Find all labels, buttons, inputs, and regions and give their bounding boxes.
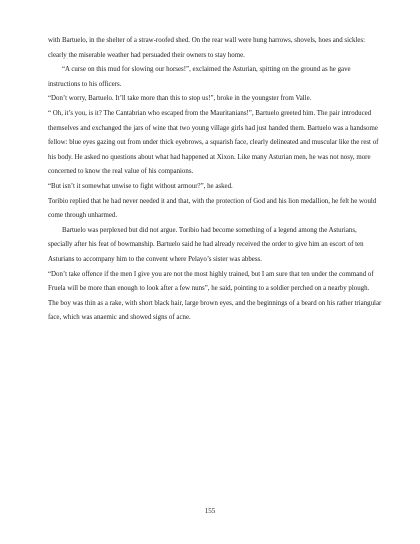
paragraph-7: Bartuelo was perplexed but did not argue. Toribio had become something of a legend among the Asturians, specially after his feat of bowmanship. Bartuelo said he had already received the order to give him an escort of ten Asturians to accompany him to the convent where Pelayo’s sister was abbess. (48, 226, 364, 263)
paragraph-1: with Bartuelo, in the shelter of a straw-roofed shed. On the rear wall were hung harrows, shovels, hoes and sickles: clearly the miserable weather had persuaded their owners to stay home. (48, 37, 366, 59)
paragraph-5: “But isn’t it somewhat unwise to fight without armour?”, he asked. (48, 182, 233, 190)
page-number: 155 (204, 507, 216, 515)
paragraph-6: Toribio replied that he had never needed it and that, with the protection of God and his lion medallion, he felt he would come through unharmed. (48, 197, 377, 220)
paragraph-4: “ Oh, it’s you, is it? The Cantabrian who escaped from the Mauritanians!”, Bartuelo greeted him. The pair introduced themselves and exchanged the jars of wine that two young village girls had just handed them. Bartuelo was a handsome fellow: blue eyes gazing out from under thick eyebrows, a squarish face, clearly delineated and muscular like the rest of his body. He asked no questions about what had happened at Xixon. Like many Asturian men, he was not nosy, more concerned to know the real value of his companions. (48, 109, 379, 176)
paragraph-9: The boy was thin as a rake, with short black hair, large brown eyes, and the beginnings of a beard on his rather triangular face, which was anaemic and showed signs of acne. (48, 299, 382, 322)
paragraph-8: “Don’t take offence if the men I give you are not the most highly trained, but I am sure that ten under the command of Fruela will be more than enough to look after a few nuns”, he said, pointing to a soldier perched on a nearby plough. (48, 270, 374, 293)
paragraph-3: “Don’t worry, Bartuelo. It’ll take more than this to stop us!”, broke in the youngster from Valle. (48, 95, 312, 103)
paragraph-2: “A curse on this mud for slowing our horses!”, exclaimed the Asturian, spitting on the ground as he gave instructions to his officers. (48, 66, 351, 88)
body-text (48, 34, 382, 326)
